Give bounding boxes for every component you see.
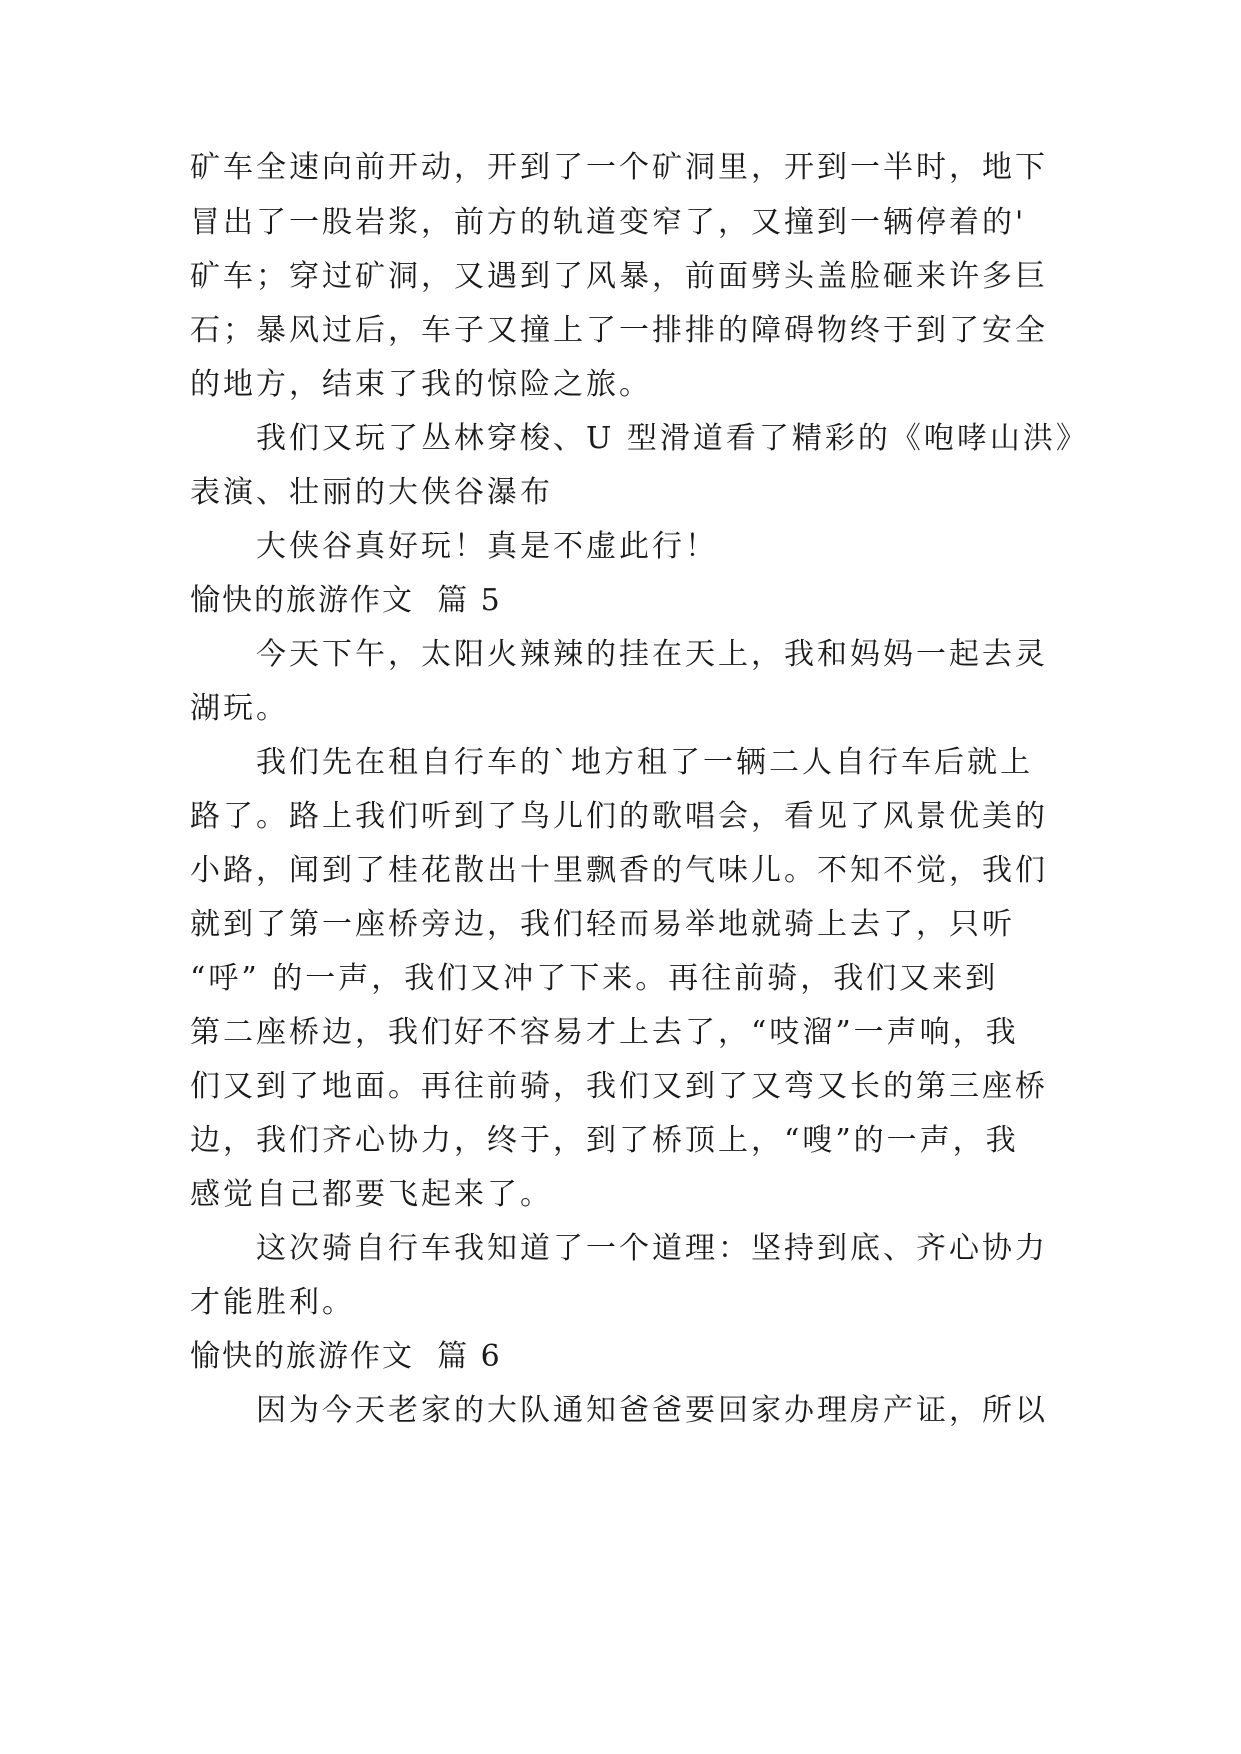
text-line: 湖玩。 xyxy=(190,691,289,726)
text-line: “呼” 的一声，我们又冲了下来。再往前骑，我们又来到 xyxy=(190,961,999,996)
paragraph-start-line: 今天下午，太阳火辣辣的挂在天上，我和妈妈一起去灵 xyxy=(256,637,1048,672)
section-heading: 愉快的旅游作文 篇 6 xyxy=(190,1339,502,1374)
text-line: 冒出了一股岩浆，前方的轨道变窄了，又撞到一辆停着的' xyxy=(190,205,1027,240)
text-line: 表演、壮丽的大侠谷瀑布 xyxy=(190,475,553,510)
text-line: 小路，闻到了桂花散出十里飘香的气味儿。不知不觉，我们 xyxy=(190,853,1048,888)
paragraph-start-line: 我们又玩了丛林穿梭、U 型滑道看了精彩的《咆哮山洪》 xyxy=(256,421,1089,456)
text-line: 边，我们齐心协力，终于，到了桥顶上，“嗖”的一声，我 xyxy=(190,1123,1019,1158)
text-line: 感觉自己都要飞起来了。 xyxy=(190,1177,553,1212)
paragraph-start-line: 因为今天老家的大队通知爸爸要回家办理房产证，所以 xyxy=(256,1393,1048,1428)
section-heading: 愉快的旅游作文 篇 5 xyxy=(190,583,502,618)
text-line: 石；暴风过后，车子又撞上了一排排的障碍物终于到了安全 xyxy=(190,313,1048,348)
text-line: 矿车全速向前开动，开到了一个矿洞里，开到一半时，地下 xyxy=(190,150,1048,185)
text-line: 就到了第一座桥旁边，我们轻而易举地就骑上去了，只听 xyxy=(190,907,1015,942)
text-line: 们又到了地面。再往前骑，我们又到了又弯又长的第三座桥 xyxy=(190,1069,1048,1104)
text-line: 矿车；穿过矿洞，又遇到了风暴，前面劈头盖脸砸来许多巨 xyxy=(190,259,1048,294)
paragraph-start-line: 大侠谷真好玩！真是不虚此行！ xyxy=(256,529,718,564)
text-line: 路了。路上我们听到了鸟儿们的歌唱会，看见了风景优美的 xyxy=(190,799,1048,834)
text-line: 的地方，结束了我的惊险之旅。 xyxy=(190,367,652,402)
paragraph-start-line: 这次骑自行车我知道了一个道理：坚持到底、齐心协力 xyxy=(256,1231,1048,1266)
paragraph-start-line: 我们先在租自行车的`地方租了一辆二人自行车后就上 xyxy=(256,745,1033,780)
text-line: 第二座桥边，我们好不容易才上去了，“吱溜”一声响，我 xyxy=(190,1015,1019,1050)
text-line: 才能胜利。 xyxy=(190,1285,355,1320)
